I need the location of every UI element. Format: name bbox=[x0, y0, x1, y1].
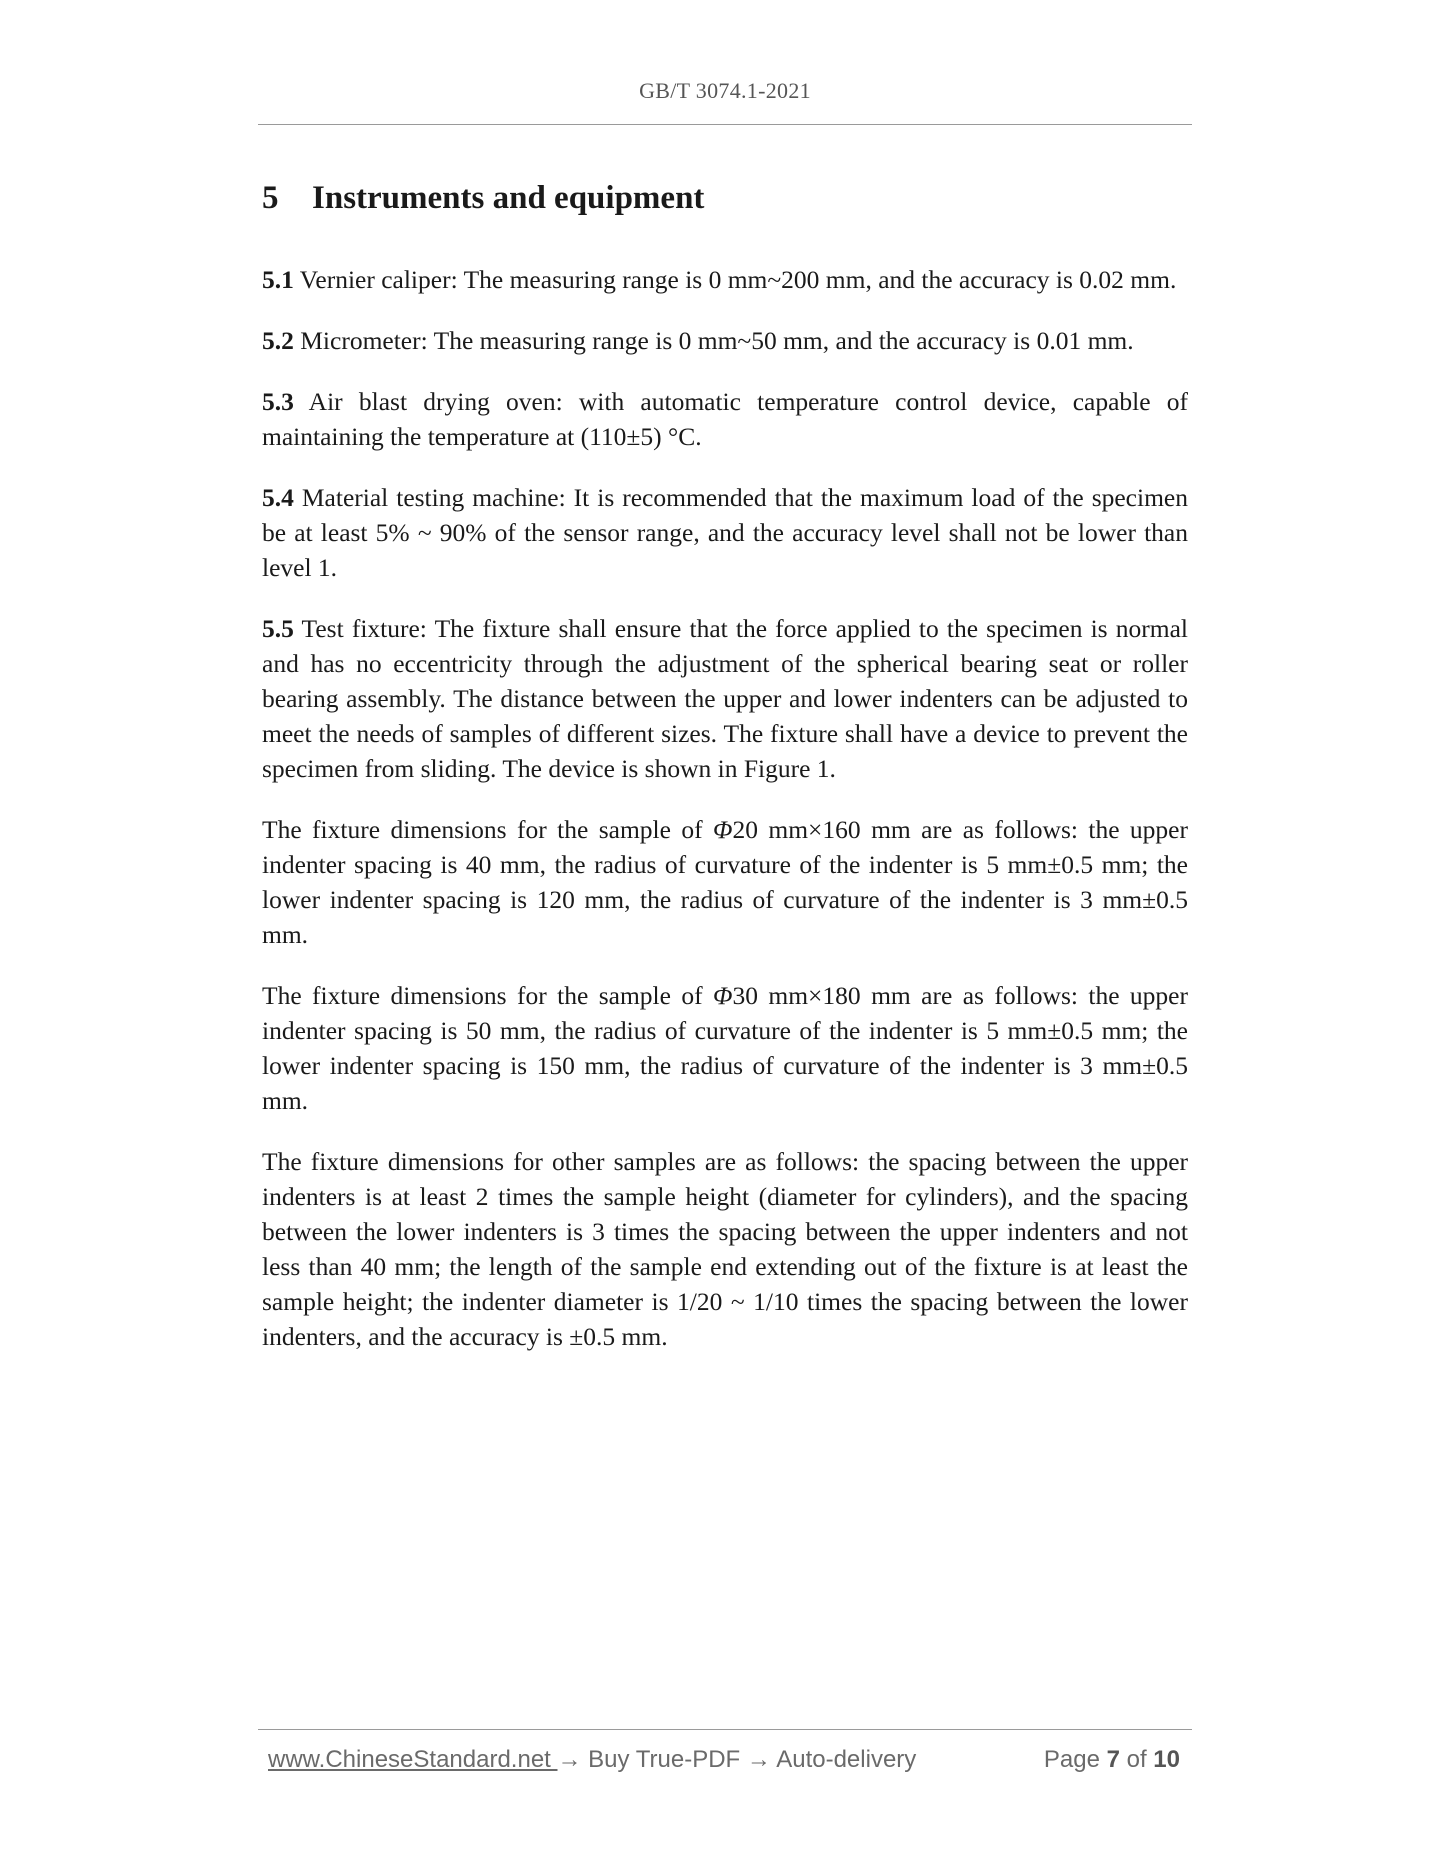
clause-text: Air blast drying oven: with automatic temperature control device, capable of maintaining the temperature at (110±5) °C. bbox=[262, 387, 1188, 451]
footer bbox=[268, 1746, 1180, 1774]
clause-text: Material testing machine: It is recommended that the maximum load of the specimen be at least 5% ~ 90% of the sensor range, and the accuracy level shall not be lower than level 1. bbox=[262, 483, 1188, 582]
arrow-right-icon: → bbox=[557, 1746, 582, 1773]
diameter-symbol: Φ bbox=[713, 981, 733, 1010]
fixture-paragraph-other: The fixture dimensions for other samples are as follows: the spacing between the upper indenters is at least 2 times the sample height (diameter for cylinders), and the spacing between the lower indenters is 3 times the spacing between the upper indenters and not less than 40 mm; the length of the sample end extending out of the fixture is at least the sample height; the indenter diameter is 1/20 ~ 1/10 times the spacing between the lower indenters, and the accuracy is ±0.5 mm. bbox=[262, 1147, 1188, 1351]
section-title: Instruments and equipment bbox=[312, 180, 705, 216]
clause-5-5 bbox=[262, 611, 1188, 786]
clause-number: 5.3 bbox=[262, 387, 294, 416]
footer-divider bbox=[258, 1729, 1192, 1730]
diameter-symbol: Φ bbox=[713, 815, 733, 844]
page-current: 7 bbox=[1106, 1746, 1120, 1773]
site-link[interactable]: www.ChineseStandard.net bbox=[268, 1746, 558, 1773]
of-label: of bbox=[1119, 1746, 1154, 1773]
fixture-paragraph-phi20 bbox=[262, 812, 1188, 952]
clause-number: 5.4 bbox=[262, 483, 294, 512]
section-number: 5 bbox=[262, 180, 279, 216]
paragraph-text: The fixture dimensions for the sample of bbox=[262, 815, 714, 844]
page-indicator bbox=[1044, 1746, 1180, 1774]
page-total: 10 bbox=[1153, 1746, 1180, 1773]
clause-text: Vernier caliper: The measuring range is 0 mm~200 mm, and the accuracy is 0.02 mm. bbox=[293, 265, 1177, 294]
page-label: Page bbox=[1043, 1746, 1107, 1773]
document-body bbox=[262, 262, 1188, 1380]
arrow-right-icon: → bbox=[746, 1746, 771, 1773]
clause-number: 5.1 bbox=[262, 265, 294, 294]
clause-number: 5.2 bbox=[262, 326, 294, 355]
clause-number: 5.5 bbox=[262, 614, 294, 643]
clause-5-2 bbox=[262, 323, 1188, 358]
fixture-paragraph-phi30 bbox=[262, 978, 1188, 1118]
paragraph-text: 20 mm×160 mm are as follows: the upper indenter spacing is 40 mm, the radius of curvature of the indenter is 5 mm±0.5 mm; the lower indenter spacing is 120 mm, the radius of curvature of the indenter is 3 mm±0.5 mm. bbox=[262, 815, 1188, 949]
clause-5-1 bbox=[262, 262, 1188, 297]
running-header: GB/T 3074.1-2021 bbox=[639, 78, 811, 103]
clause-5-3 bbox=[262, 384, 1188, 454]
paragraph-text: 30 mm×180 mm are as follows: the upper indenter spacing is 50 mm, the radius of curvature of the indenter is 5 mm±0.5 mm; the lower indenter spacing is 150 mm, the radius of curvature of the indenter is 3 mm±0.5 mm. bbox=[262, 981, 1188, 1115]
section-heading bbox=[262, 180, 704, 217]
clause-text: Micrometer: The measuring range is 0 mm~50 mm, and the accuracy is 0.01 mm. bbox=[293, 326, 1134, 355]
paragraph-text: The fixture dimensions for the sample of bbox=[262, 981, 714, 1010]
clause-5-4 bbox=[262, 480, 1188, 585]
clause-text: Test fixture: The fixture shall ensure that the force applied to the specimen is normal and has no eccentricity through the adjustment of the spherical bearing seat or roller bearing assembly. The distance between the upper and lower indenters can be adjusted to meet the needs of samples of different sizes. The fixture shall have a device to prevent the specimen from sliding. The device is shown in Figure 1. bbox=[262, 614, 1188, 783]
auto-delivery-text: Auto-delivery bbox=[770, 1746, 917, 1773]
buy-true-pdf-text: Buy True-PDF bbox=[581, 1746, 747, 1773]
header-divider bbox=[258, 124, 1192, 125]
